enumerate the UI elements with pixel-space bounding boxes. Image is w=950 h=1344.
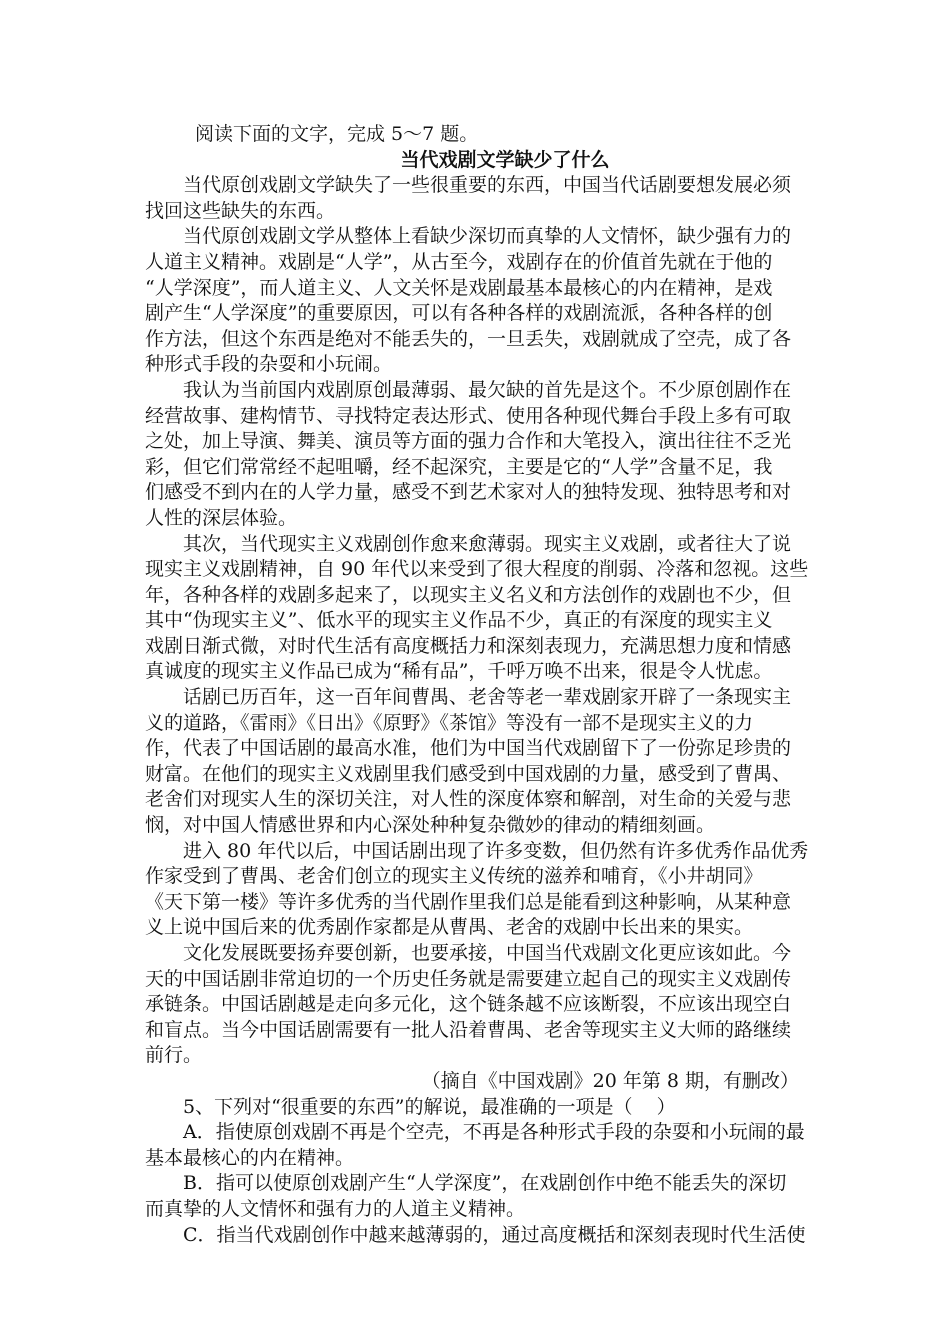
question-line: 而真挚的人文情怀和强有力的人道主义精神。	[145, 1197, 526, 1220]
article-line: 和盲点。当今中国话剧需要有一批人沿着曹禺、老舍等现实主义大师的路继续	[145, 1018, 792, 1041]
article-line: 义的道路，《雷雨》《日出》《原野》《茶馆》等没有一部不是现实主义的力	[145, 711, 754, 734]
article-line: 承链条。中国话剧越是走向多元化，这个链条越不应该断裂，不应该出现空白	[145, 993, 792, 1016]
article-line: 彩，但它们常常经不起咀嚼，经不起深究，主要是它的“人学”含量不足，我	[145, 455, 773, 478]
article-line: 剧产生“人学深度”的重要原因，可以有各种各样的戏剧流派，各种各样的创	[145, 302, 773, 325]
article-line: “人学深度”，而人道主义、人文关怀是戏剧最基本最核心的内在精神，是戏	[145, 276, 773, 299]
article-line: 《天下第一楼》等许多优秀的当代剧作里我们总是能看到这种影响，从某种意	[145, 890, 792, 913]
article-line: 老舍们对现实人生的深切关注，对人性的深度体察和解剖，对生命的关爱与悲	[145, 788, 792, 811]
article-body	[145, 173, 809, 1069]
reading-instruction: 阅读下面的文字，完成 5～7 题。	[195, 123, 479, 145]
article-line: 话剧已历百年，这一百年间曹禺、老舍等老一辈戏剧家开辟了一条现实主	[183, 686, 792, 709]
article-line: 进入 80 年代以后，中国话剧出现了许多变数，但仍然有许多优秀作品优秀	[183, 839, 809, 862]
article-line: 当代原创戏剧文学从整体上看缺少深切而真挚的人文情怀，缺少强有力的	[183, 225, 792, 248]
article-line: 现实主义戏剧精神，自 90 年代以来受到了很大程度的削弱、冷落和忽视。这些	[145, 558, 809, 581]
question-line: 5、下列对“很重要的东西”的解说，最准确的一项是（ ）	[183, 1095, 676, 1118]
question-line: 基本最核心的内在精神。	[145, 1146, 355, 1169]
article-line: 人道主义精神。戏剧是“人学”，从古至今，戏剧存在的价值首先就在于他的	[145, 250, 773, 273]
article-line: 作方法，但这个东西是绝对不能丢失的，一旦丢失，戏剧就成了空壳，成了各	[145, 327, 792, 350]
article-line: 年，各种各样的戏剧多起来了，以现实主义名义和方法创作的戏剧也不少，但	[145, 583, 792, 606]
article-title: 当代戏剧文学缺少了什么	[400, 148, 610, 171]
article-line: 文化发展既要扬弃要创新，也要承接，中国当代戏剧文化更应该如此。今	[183, 942, 792, 964]
document-page	[145, 122, 809, 1248]
article-line: 当代原创戏剧文学缺失了一些很重要的东西，中国当代话剧要想发展必须	[183, 174, 792, 197]
article-line: 种形式手段的杂耍和小玩闹。	[145, 353, 393, 376]
article-line: 前行。	[145, 1044, 203, 1067]
article-line: 天的中国话剧非常迫切的一个历史任务就是需要建立起自己的现实主义戏剧传	[145, 967, 792, 990]
article-line: 义上说中国后来的优秀剧作家都是从曹禺、老舍的戏剧中长出来的果实。	[145, 916, 754, 939]
article-line: 其中“伪现实主义”、低水平的现实主义作品不少，真正的有深度的现实主义	[145, 609, 773, 632]
article-line: 我认为当前国内戏剧原创最薄弱、最欠缺的首先是这个。不少原创剧作在	[183, 378, 792, 401]
article-line: 财富。在他们的现实主义戏剧里我们感受到中国戏剧的力量，感受到了曹禺、	[145, 762, 792, 785]
article-line: 其次，当代现实主义戏剧创作愈来愈薄弱。现实主义戏剧，或者往大了说	[183, 532, 792, 555]
article-line: 经营故事、建构情节、寻找特定表达形式、使用各种现代舞台手段上多有可取	[145, 404, 792, 427]
question-line: C．指当代戏剧创作中越来越薄弱的，通过高度概括和深刻表现时代生活使	[183, 1223, 806, 1246]
article-line: 之处，加上导演、舞美、演员等方面的强力合作和大笔投入，演出往往不乏光	[145, 430, 792, 453]
question-line: B．指可以使原创戏剧产生“人学深度”，在戏剧创作中绝不能丢失的深切	[183, 1172, 787, 1195]
article-line: 找回这些缺失的东西。	[145, 199, 336, 222]
article-line: 作家受到了曹禺、老舍们创立的现实主义传统的滋养和哺育，《小井胡同》	[145, 865, 763, 888]
article-source: （摘自《中国戏剧》20 年第 8 期，有删改）	[421, 1069, 799, 1092]
article-line: 作，代表了中国话剧的最高水准，他们为中国当代戏剧留下了一份弥足珍贵的	[145, 737, 792, 760]
question-line: A．指使原创戏剧不再是个空壳，不再是各种形式手段的杂耍和小玩闹的最	[183, 1121, 805, 1144]
article-line: 戏剧日渐式微，对时代生活有高度概括力和深刻表现力，充满思想力度和情感	[145, 634, 792, 657]
article-line: 真诚度的现实主义作品已成为“稀有品”，千呼万唤不出来，很是令人忧虑。	[145, 660, 773, 683]
article-line: 们感受不到内在的人学力量，感受不到艺术家对人的独特发现、独特思考和对	[145, 481, 792, 504]
question-block	[145, 1095, 805, 1249]
article-line: 人性的深层体验。	[145, 506, 298, 529]
article-line: 悯，对中国人情感世界和内心深处种种复杂微妙的律动的精细刻画。	[145, 814, 716, 837]
